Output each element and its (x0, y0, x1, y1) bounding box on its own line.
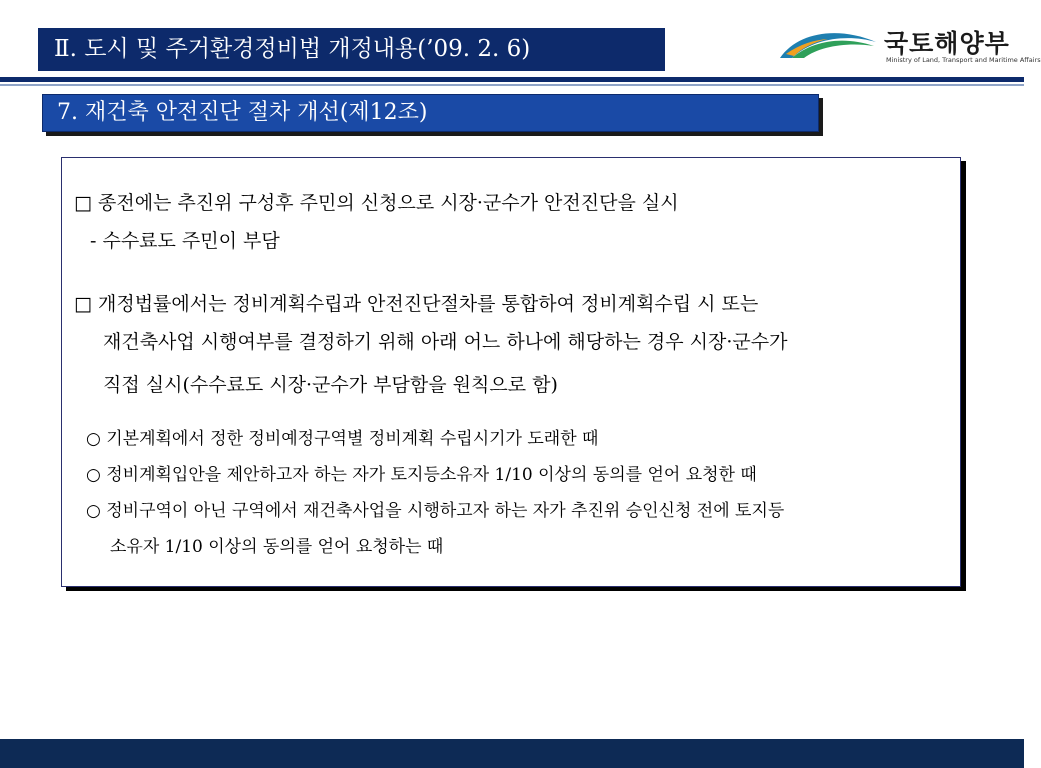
list-item: ○ 정비계획입안을 제안하고자 하는 자가 토지등소유자 1/10 이상의 동의를 얻어 요청한 때 (86, 465, 757, 485)
ministry-logo (778, 22, 1041, 72)
header-divider (0, 77, 1024, 82)
page-title: Ⅱ. 도시 및 주거환경정비법 개정내용(’09. 2. 6) (38, 28, 665, 71)
section-title: 7. 재건축 안전진단 절차 개선(제12조) (42, 94, 819, 132)
footer-bar (0, 739, 1024, 768)
content-box (61, 157, 961, 587)
header-divider-thin (0, 84, 1024, 86)
list-item: ○ 정비구역이 아닌 구역에서 재건축사업을 시행하고자 하는 자가 추진위 승인신청 전에 토지등 (86, 501, 785, 521)
paragraph-2-line-2: 재건축사업 시행여부를 결정하기 위해 아래 어느 하나에 해당하는 경우 시장·군수가 (103, 331, 788, 353)
ministry-logo-icon (778, 24, 878, 64)
ministry-name: 국토해양부 (884, 29, 1010, 58)
paragraph-2-line-3: 직접 실시(수수료도 시장·군수가 부담함을 원칙으로 함) (103, 374, 558, 396)
paragraph-1-line-1: □ 종전에는 추진위 구성후 주민의 신청으로 시장·군수가 안전진단을 실시 (74, 192, 679, 214)
paragraph-2-line-1: □ 개정법률에서는 정비계획수립과 안전진단절차를 통합하여 정비계획수립 시 또는 (74, 293, 759, 315)
ministry-subtitle: Ministry of Land, Transport and Maritime Affairs (886, 56, 1041, 64)
paragraph-1-line-2: - 수수료도 주민이 부담 (90, 230, 280, 252)
list-item: ○ 기본계획에서 정한 정비예정구역별 정비계획 수립시기가 도래한 때 (86, 429, 599, 449)
list-item-continuation: 소유자 1/10 이상의 동의를 얻어 요청하는 때 (110, 537, 444, 557)
